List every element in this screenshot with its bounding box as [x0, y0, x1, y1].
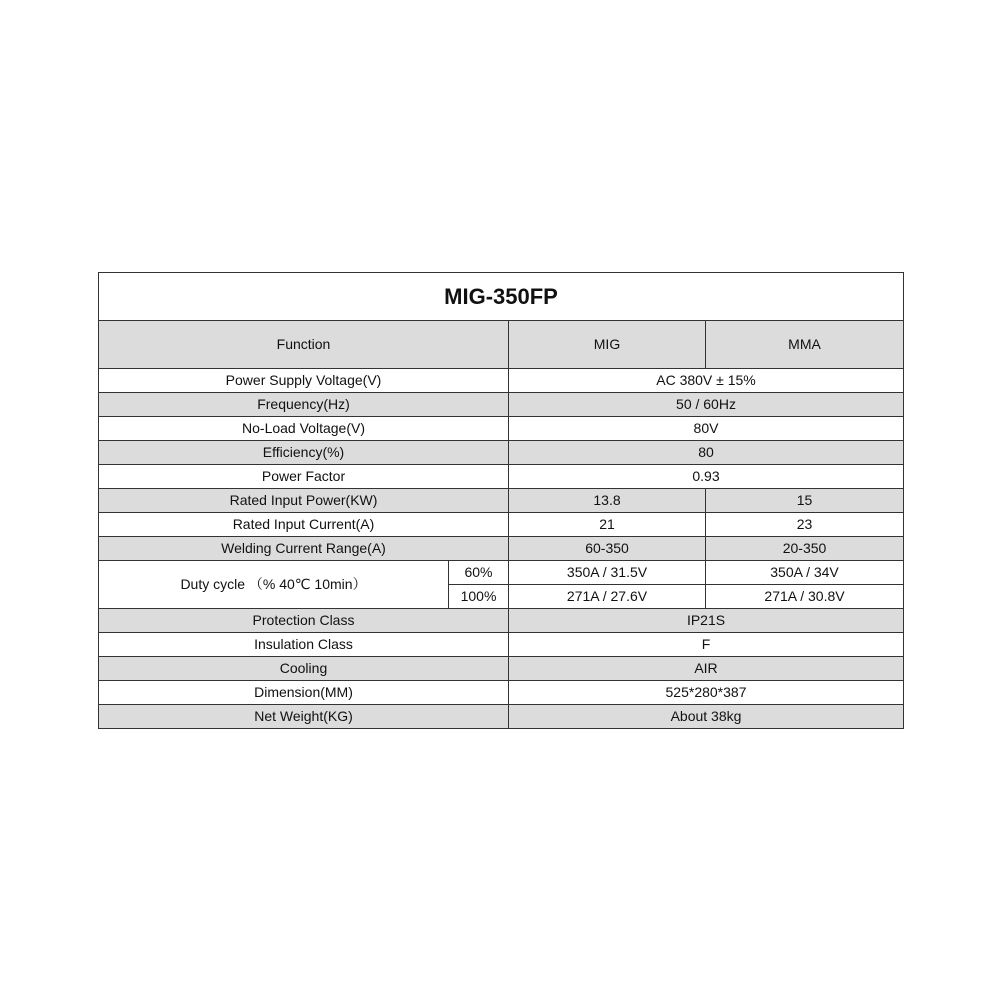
row-value-mig: 350A / 31.5V	[509, 561, 706, 585]
row-label: Rated Input Power(KW)	[99, 489, 509, 513]
header-row	[99, 321, 904, 369]
row-label: Power Supply Voltage(V)	[99, 369, 509, 393]
table-row	[99, 705, 904, 729]
row-value: IP21S	[509, 609, 904, 633]
row-value: AC 380V ± 15%	[509, 369, 904, 393]
table-row	[99, 537, 904, 561]
row-value-mma: 20-350	[706, 537, 904, 561]
table-row	[99, 393, 904, 417]
row-value: 50 / 60Hz	[509, 393, 904, 417]
table-title: MIG-350FP	[99, 273, 904, 321]
duty-cycle-pct: 100%	[449, 585, 509, 609]
row-value: 80V	[509, 417, 904, 441]
row-value-mig: 13.8	[509, 489, 706, 513]
row-value: F	[509, 633, 904, 657]
table-row	[99, 681, 904, 705]
title-row	[99, 273, 904, 321]
table-row	[99, 369, 904, 393]
row-label: Power Factor	[99, 465, 509, 489]
row-label: Frequency(Hz)	[99, 393, 509, 417]
row-value-mma: 23	[706, 513, 904, 537]
row-label: Welding Current Range(A)	[99, 537, 509, 561]
row-value-mig: 271A / 27.6V	[509, 585, 706, 609]
row-label: Insulation Class	[99, 633, 509, 657]
table-row	[99, 417, 904, 441]
spec-table	[98, 272, 904, 729]
table-row	[99, 633, 904, 657]
table-row	[99, 513, 904, 537]
row-value-mma: 271A / 30.8V	[706, 585, 904, 609]
table-row	[99, 561, 904, 585]
header-mig: MIG	[509, 321, 706, 369]
row-value: 80	[509, 441, 904, 465]
row-label: Efficiency(%)	[99, 441, 509, 465]
table-row	[99, 489, 904, 513]
duty-cycle-pct: 60%	[449, 561, 509, 585]
header-function: Function	[99, 321, 509, 369]
row-value: 525*280*387	[509, 681, 904, 705]
duty-cycle-label: Duty cycle （% 40℃ 10min）	[99, 561, 449, 609]
table-row	[99, 657, 904, 681]
row-value: 0.93	[509, 465, 904, 489]
row-label: Dimension(MM)	[99, 681, 509, 705]
row-label: Protection Class	[99, 609, 509, 633]
row-value-mig: 21	[509, 513, 706, 537]
row-value-mma: 15	[706, 489, 904, 513]
row-label: Rated Input Current(A)	[99, 513, 509, 537]
table-row	[99, 609, 904, 633]
row-label: Net Weight(KG)	[99, 705, 509, 729]
row-label: No-Load Voltage(V)	[99, 417, 509, 441]
row-value-mma: 350A / 34V	[706, 561, 904, 585]
table-row	[99, 441, 904, 465]
row-value: About 38kg	[509, 705, 904, 729]
row-value: AIR	[509, 657, 904, 681]
row-value-mig: 60-350	[509, 537, 706, 561]
table-row	[99, 465, 904, 489]
header-mma: MMA	[706, 321, 904, 369]
row-label: Cooling	[99, 657, 509, 681]
